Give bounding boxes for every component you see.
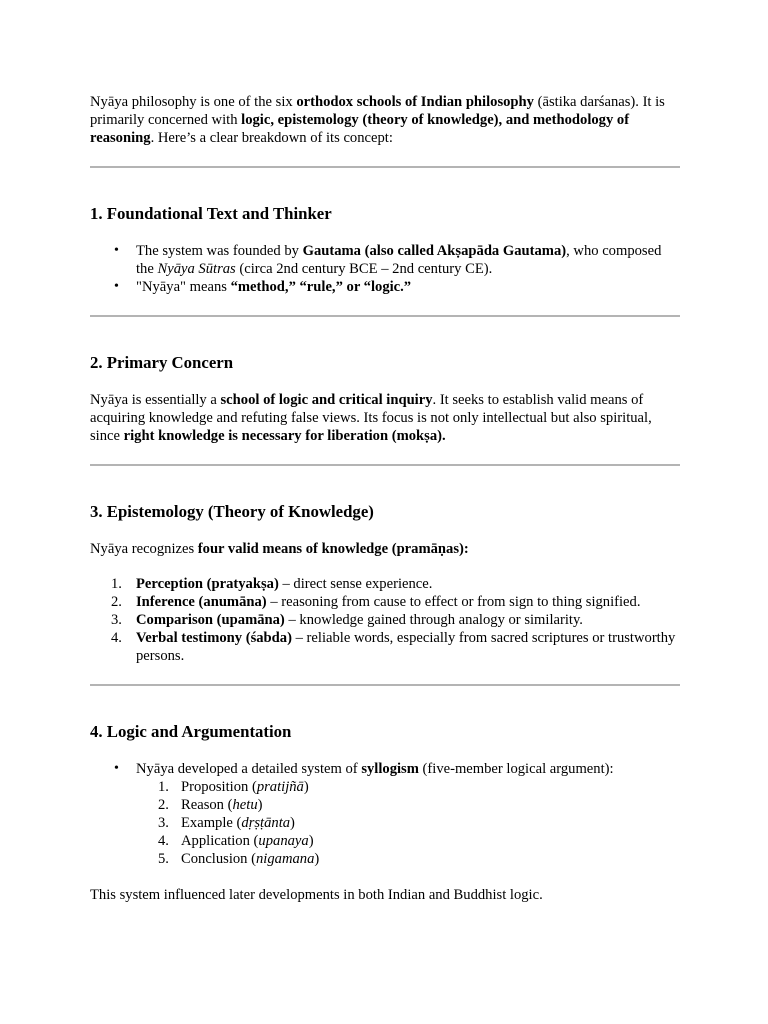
divider <box>90 315 680 317</box>
list-item <box>158 778 680 796</box>
divider <box>90 166 680 168</box>
step-label: Proposition ( <box>181 779 257 795</box>
intro-bold: orthodox schools of Indian philosophy <box>296 94 534 110</box>
section-heading: 2. Primary Concern <box>90 353 234 372</box>
item-number: 4. <box>111 630 122 646</box>
step-close: ) <box>257 797 263 813</box>
para-bold: school of logic and critical inquiry <box>220 392 433 408</box>
item-number: 3. <box>111 612 122 628</box>
syllogism-steps <box>136 778 680 868</box>
document-body <box>90 93 680 904</box>
numbered-list <box>90 575 680 665</box>
para-bold: right knowledge is necessary for liberation (mokṣa). <box>123 428 446 444</box>
para-text: Nyāya recognizes <box>90 541 198 557</box>
item-number: 1. <box>158 779 169 795</box>
step-term: dṛṣṭānta <box>241 815 291 831</box>
item-text: The system was founded by <box>136 243 303 259</box>
item-desc: – reliable words, especially from sacred scriptures or trustworthy persons. <box>136 630 676 664</box>
section-heading: 1. Foundational Text and Thinker <box>90 204 332 223</box>
intro-bold: logic, epistemology (theory of knowledge), and methodology of reasoning <box>90 112 630 146</box>
item-number: 1. <box>111 576 122 592</box>
item-desc: – direct sense experience. <box>278 576 433 592</box>
list-item <box>111 593 680 611</box>
item-bold: syllogism <box>361 761 419 777</box>
list-item <box>158 850 680 868</box>
item-bold: Gautama (also called Akṣapāda Gautama) <box>302 243 567 259</box>
divider <box>90 684 680 686</box>
item-number: 2. <box>158 797 169 813</box>
item-italic: Nyāya Sūtras <box>157 261 236 277</box>
item-text: (five-member logical argument): <box>418 761 614 777</box>
divider <box>90 464 680 466</box>
section-heading: 4. Logic and Argumentation <box>90 722 292 741</box>
intro-text: Nyāya philosophy is one of the six <box>90 94 297 110</box>
step-label: Application ( <box>181 833 259 849</box>
para-bold: four valid means of knowledge (pramāṇas): <box>197 541 469 557</box>
list-item <box>111 629 680 665</box>
list-item <box>136 278 680 296</box>
item-text: , who composed the <box>136 243 662 277</box>
list-item <box>111 575 680 593</box>
step-term: upanaya <box>258 833 309 849</box>
step-close: ) <box>308 833 314 849</box>
step-close: ) <box>290 815 295 831</box>
section-paragraph <box>90 391 680 445</box>
step-term: nigamana <box>256 851 315 867</box>
item-term: Verbal testimony (śabda) <box>136 630 292 646</box>
list-item <box>158 832 680 850</box>
step-label: Conclusion ( <box>181 851 256 867</box>
list-item <box>136 242 680 278</box>
bullet-list <box>90 760 680 868</box>
para-text: Nyāya is essentially a <box>90 392 221 408</box>
item-term: Comparison (upamāna) <box>136 612 285 628</box>
step-label: Example ( <box>181 815 242 831</box>
item-text: Nyāya developed a detailed system of <box>136 761 362 777</box>
item-number: 4. <box>158 833 169 849</box>
intro-text: . Here’s a clear breakdown of its concept: <box>150 130 393 146</box>
step-close: ) <box>314 851 320 867</box>
item-term: Perception (pratyakṣa) <box>136 576 279 592</box>
item-desc: – reasoning from cause to effect or from sign to thing signified. <box>266 594 641 610</box>
list-item <box>158 796 680 814</box>
section-paragraph <box>90 540 680 558</box>
list-item <box>136 760 680 868</box>
item-bold: “method,” “rule,” or “logic.” <box>230 279 412 295</box>
intro-text: (āstika darśanas). It is primarily concerned with <box>90 94 665 128</box>
intro-paragraph <box>90 93 680 147</box>
item-number: 5. <box>158 851 169 867</box>
step-term: hetu <box>232 797 258 813</box>
step-term: pratijñā <box>256 779 304 795</box>
closing-paragraph: This system influenced later developments in both Indian and Buddhist logic. <box>90 887 543 903</box>
item-number: 2. <box>111 594 122 610</box>
item-number: 3. <box>158 815 169 831</box>
item-text: "Nyāya" means <box>136 279 231 295</box>
para-text: . It seeks to establish valid means of acquiring knowledge and refuting false views. Its focus is not only intellectual but also spiritual, since <box>90 392 652 444</box>
bullet-list <box>90 242 680 296</box>
step-close: ) <box>303 779 309 795</box>
list-item <box>158 814 680 832</box>
item-term: Inference (anumāna) <box>136 594 267 610</box>
step-label: Reason ( <box>181 797 233 813</box>
list-item <box>111 611 680 629</box>
section-heading: 3. Epistemology (Theory of Knowledge) <box>90 502 374 521</box>
item-text: (circa 2nd century BCE – 2nd century CE). <box>235 261 493 277</box>
item-desc: – knowledge gained through analogy or similarity. <box>284 612 583 628</box>
